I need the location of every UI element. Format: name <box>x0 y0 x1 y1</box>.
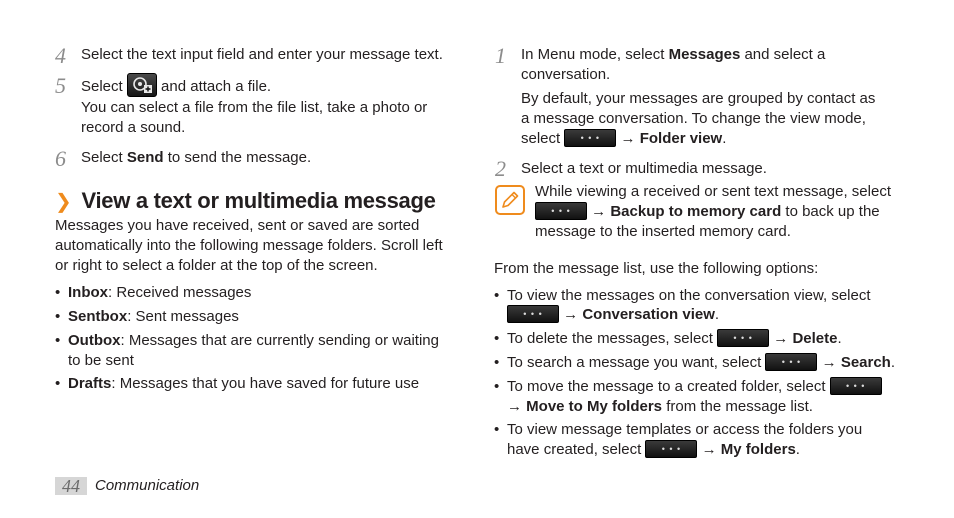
list-item-text <box>507 353 895 373</box>
step-subtext: By default, your messages are grouped by contact as <box>521 90 876 107</box>
step-subtext: record a sound. <box>81 119 186 136</box>
bold-term: Move to My folders <box>526 398 663 415</box>
bold-term: Delete <box>792 330 838 347</box>
arrow: → <box>507 398 527 415</box>
bold-term: My folders <box>720 441 796 458</box>
bullet-icon: • <box>494 330 500 347</box>
text-fragment: and attach a file. <box>156 77 272 95</box>
section-label: Communication <box>95 477 200 494</box>
step-text: Select the text input field and enter your message text. <box>81 46 443 63</box>
bullet-icon: • <box>55 375 61 392</box>
step-number: 5 <box>55 73 66 98</box>
note-pencil-icon <box>495 185 525 215</box>
bold-term: Send <box>126 149 164 166</box>
text-fragment: : Sent messages <box>127 308 239 325</box>
options-intro: From the message list, use the following options: <box>494 260 819 277</box>
paragraph-line: Messages you have received, sent or saved are sorted <box>55 217 420 234</box>
text-fragment: In Menu mode, select <box>521 46 669 63</box>
list-item-text: to be sent <box>68 352 134 369</box>
paragraph-line: automatically into the following message folders. Scroll left <box>55 237 443 254</box>
section-heading <box>55 188 436 215</box>
bold-term: Conversation view <box>582 306 715 323</box>
menu-key-icon: • • • <box>765 353 817 371</box>
text-fragment: and select a <box>740 46 826 63</box>
step-number: 6 <box>55 146 66 171</box>
text-fragment: : Messages that are currently sending or waiting <box>120 332 439 349</box>
bold-term: Backup to memory card <box>610 203 782 220</box>
text-fragment: . <box>837 330 842 347</box>
step-text <box>81 148 311 168</box>
text-fragment: select <box>521 130 565 147</box>
bold-term: Outbox <box>68 332 121 349</box>
step-subtext <box>521 129 726 149</box>
list-item-text <box>507 377 882 397</box>
chevron-right-icon: ❯ <box>55 191 72 213</box>
text-fragment: have created, select <box>507 441 646 458</box>
list-item-text <box>68 307 239 327</box>
menu-key-icon: • • • <box>830 377 882 395</box>
list-item-text: To view the messages on the conversation view, select <box>507 287 871 304</box>
list-item-text <box>68 331 439 351</box>
step-text: conversation. <box>521 66 611 83</box>
text-fragment: To delete the messages, select <box>507 330 718 347</box>
step-subtext: a message conversation. To change the view mode, <box>521 110 866 127</box>
bullet-icon: • <box>494 287 500 304</box>
bullet-icon: • <box>55 284 61 301</box>
menu-key-icon: • • • <box>645 440 697 458</box>
list-item-text <box>507 397 813 417</box>
step-text <box>81 75 271 99</box>
menu-key-icon: • • • <box>717 329 769 347</box>
attach-icon <box>127 73 157 97</box>
arrow: → <box>559 306 583 323</box>
list-item-text <box>507 329 842 349</box>
text-fragment: to send the message. <box>163 149 312 166</box>
bold-term: Drafts <box>68 375 112 392</box>
heading-text: View a text or multimedia message <box>81 188 436 213</box>
text-fragment: To move the message to a created folder, select <box>507 378 830 395</box>
bullet-icon: • <box>494 378 500 395</box>
text-fragment: to back up the <box>781 203 880 220</box>
paragraph-line: or right to select a folder at the top of the screen. <box>55 257 378 274</box>
step-number: 1 <box>495 43 506 68</box>
text-fragment: : Messages that you have saved for future use <box>111 375 420 392</box>
arrow: → <box>697 441 721 458</box>
text-fragment: Select <box>81 149 127 166</box>
list-item-text: To view message templates or access the folders you <box>507 421 863 438</box>
text-fragment: . <box>714 306 720 323</box>
bold-term: Search <box>840 354 891 371</box>
text-fragment: Select <box>81 77 127 95</box>
bullet-icon: • <box>55 308 61 325</box>
step-number: 2 <box>495 156 506 181</box>
bold-term: Inbox <box>68 284 108 301</box>
text-fragment: from the message list. <box>662 398 813 415</box>
menu-key-icon: • • • <box>535 202 587 220</box>
bold-term: Sentbox <box>68 308 128 325</box>
note-text: message to the inserted memory card. <box>535 223 791 240</box>
list-item-text <box>507 440 800 460</box>
arrow: → <box>587 203 611 220</box>
menu-key-icon: • • • <box>507 305 559 323</box>
arrow: → <box>769 330 793 347</box>
bullet-icon: • <box>494 354 500 371</box>
step-number: 4 <box>55 43 66 68</box>
bold-term: Folder view <box>639 130 723 147</box>
list-item-text <box>68 374 419 394</box>
bold-term: Messages <box>668 46 741 63</box>
step-text: Select a text or multimedia message. <box>521 160 767 177</box>
list-item-text <box>68 283 251 303</box>
bullet-icon: • <box>55 332 61 349</box>
text-fragment: . <box>795 441 800 458</box>
list-item-text <box>507 305 719 325</box>
arrow: → <box>616 130 640 147</box>
text-fragment: . <box>722 130 727 147</box>
bullet-icon: • <box>494 421 500 438</box>
arrow: → <box>817 354 841 371</box>
menu-key-icon: • • • <box>564 129 616 147</box>
step-subtext: You can select a file from the file list, take a photo or <box>81 99 428 116</box>
text-fragment: : Received messages <box>108 284 252 301</box>
step-text <box>521 45 825 65</box>
note-text <box>535 202 880 222</box>
note-text: While viewing a received or sent text message, select <box>535 183 891 200</box>
page-number: 44 <box>55 477 87 495</box>
text-fragment: To search a message you want, select <box>507 354 766 371</box>
text-fragment: . <box>890 354 896 371</box>
